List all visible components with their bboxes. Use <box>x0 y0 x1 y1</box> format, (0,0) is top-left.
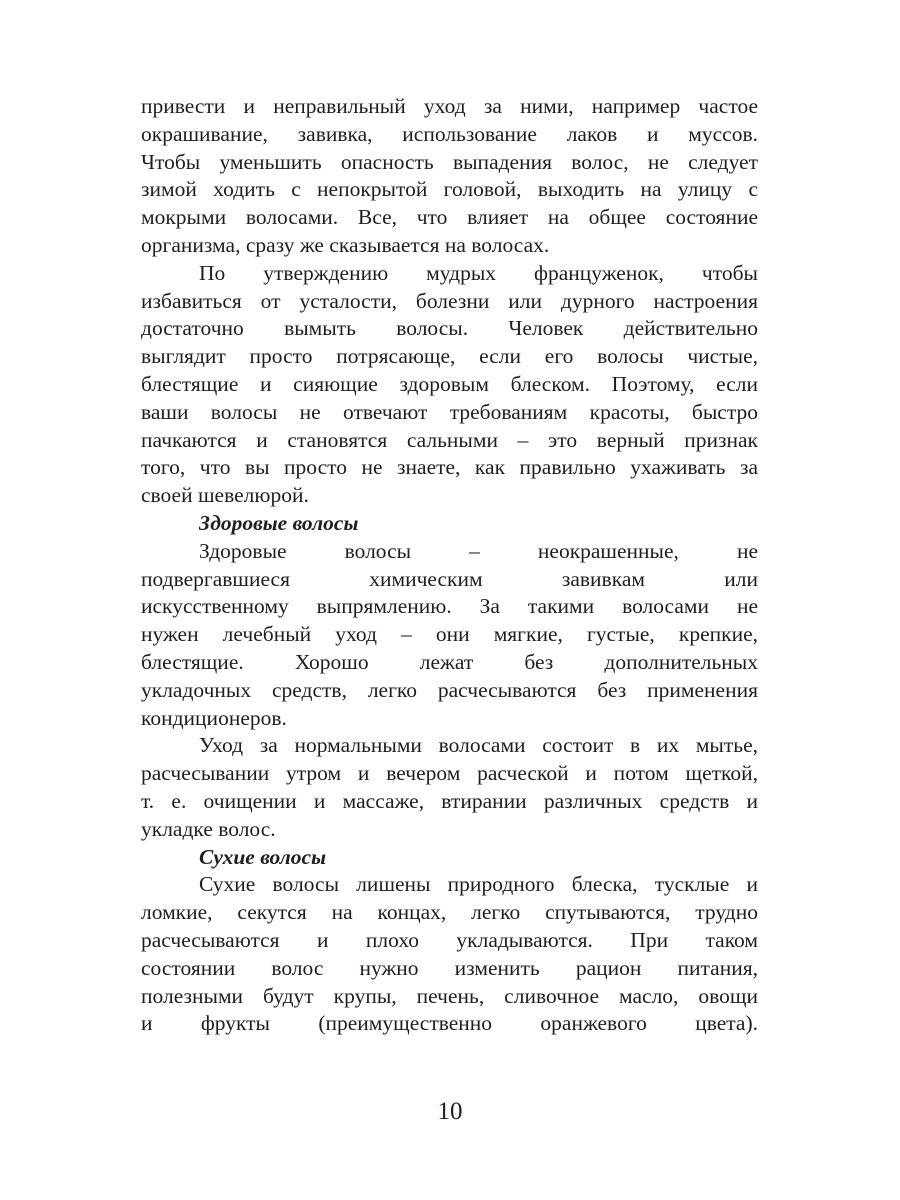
text-line: организма, сразу же сказывается на волосах. <box>141 232 550 257</box>
body-text <box>141 93 758 1038</box>
page-number: 10 <box>437 1098 463 1125</box>
text-line: блестящие и сияющие здоровым блеском. Поэтому, если <box>141 371 758 396</box>
text-line: Уход за нормальными волосами состоит в их мытье, <box>199 733 758 758</box>
text-line: ваши волосы не отвечают требованиям красоты, быстро <box>141 399 758 424</box>
text-line: достаточно вымыть волосы. Человек действительно <box>141 316 758 341</box>
text-line: По утверждению мудрых француженок, чтобы <box>199 260 758 285</box>
text-line: укладке волос. <box>141 816 276 841</box>
section-heading-healthy-hair: Здоровые волосы <box>199 510 359 535</box>
text-line: того, что вы просто не знаете, как правильно ухаживать за <box>141 455 758 480</box>
text-line: полезными будут крупы, печень, сливочное масло, овощи <box>141 983 758 1008</box>
text-line: нужен лечебный уход – они мягкие, густые, крепкие, <box>141 622 758 647</box>
text-line: мокрыми волосами. Все, что влияет на общее состояние <box>141 205 758 230</box>
text-line: расчесывании утром и вечером расческой и потом щеткой, <box>141 761 758 786</box>
section-heading-dry-hair: Сухие волосы <box>199 844 327 869</box>
text-line: окрашивание, завивка, использование лаков и муссов. <box>141 121 758 146</box>
text-line: своей шевелюрой. <box>141 483 309 508</box>
text-line: избавиться от усталости, болезни или дурного настроения <box>141 288 758 313</box>
text-line: и фрукты (преимущественно оранжевого цвета). <box>141 1011 758 1036</box>
text-line: Чтобы уменьшить опасность выпадения волос, не следует <box>141 149 758 174</box>
text-line: подвергавшиеся химическим завивкам или <box>141 566 758 591</box>
text-line: Здоровые волосы – неокрашенные, не <box>199 538 758 563</box>
text-line: Сухие волосы лишены природного блеска, тусклые и <box>199 872 758 897</box>
text-line: ломкие, секутся на концах, легко спутываются, трудно <box>141 900 758 925</box>
text-line: укладочных средств, легко расчесываются без применения <box>141 677 758 702</box>
text-line: привести и неправильный уход за ними, например частое <box>141 94 758 118</box>
text-line: зимой ходить с непокрытой головой, выходить на улицу с <box>141 177 758 202</box>
text-line: т. е. очищении и массаже, втирании различных средств и <box>141 788 758 813</box>
text-line: кондиционеров. <box>141 705 287 730</box>
text-line: состоянии волос нужно изменить рацион питания, <box>141 955 758 980</box>
text-line: искусственному выпрямлению. За такими волосами не <box>141 594 758 619</box>
text-line: пачкаются и становятся сальными – это верный признак <box>141 427 758 452</box>
text-line: выглядит просто потрясающе, если его волосы чистые, <box>141 344 758 369</box>
text-line: расчесываются и плохо укладываются. При таком <box>141 927 758 952</box>
text-line: блестящие. Хорошо лежат без дополнительных <box>141 649 758 674</box>
